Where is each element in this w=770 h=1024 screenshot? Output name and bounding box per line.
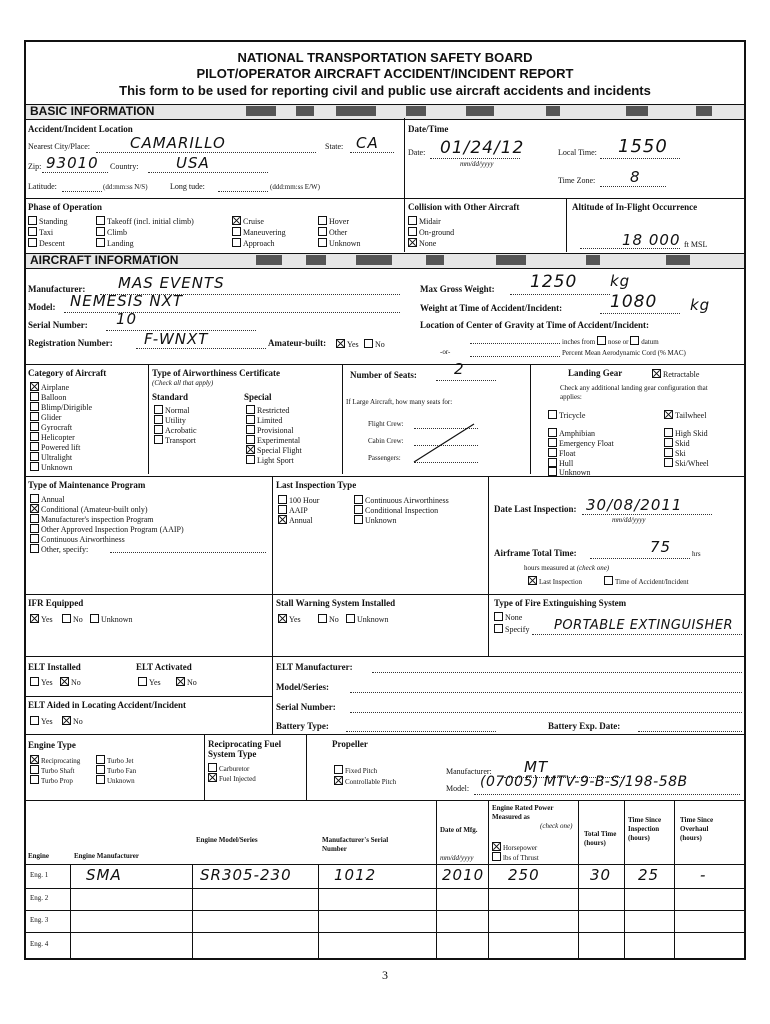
maint-other[interactable]: Other, specify:	[30, 544, 88, 554]
category-glider[interactable]: Glider	[30, 412, 61, 422]
cert-label: Type of Airworthiness Certificate	[152, 368, 281, 378]
amateur-built-yes[interactable]: Yes	[336, 339, 359, 349]
location-label: Accident/Incident Location	[28, 124, 133, 134]
prop-model-value[interactable]: (07005) MTV-9-B-S/198-58B	[480, 774, 688, 790]
date-last-inspection-label: Date Last Inspection:	[494, 504, 577, 514]
model-value[interactable]: NEMESIS NXT	[70, 292, 184, 310]
stall-yes[interactable]: Yes	[278, 614, 301, 624]
gear-tricycle[interactable]: Tricycle	[548, 410, 585, 420]
last-insp-unknown[interactable]: Unknown	[354, 515, 397, 525]
engine-1-power[interactable]: 250	[508, 866, 540, 884]
aircraft-info-band	[26, 253, 744, 269]
weight-at-accident-unit: kg	[690, 296, 711, 314]
category-helicopter[interactable]: Helicopter	[30, 432, 75, 442]
elt-aided-no[interactable]: No	[62, 716, 83, 726]
category-gyrocraft[interactable]: Gyrocraft	[30, 422, 72, 432]
engine-1-date[interactable]: 2010	[442, 866, 485, 884]
latitude-label: Latitude:	[28, 182, 57, 191]
form-title-line2: PILOT/OPERATOR AIRCRAFT ACCIDENT/INCIDENT REPORT	[196, 66, 574, 81]
phase-hover[interactable]: Hover	[318, 216, 349, 226]
engine-1-serial[interactable]: 1012	[334, 866, 377, 884]
state-label: State:	[325, 142, 344, 151]
gear-hull[interactable]: Hull	[548, 458, 573, 468]
engine-turbo-fan[interactable]: Turbo Fan	[96, 765, 136, 775]
power-lbs-thrust[interactable]: lbs of Thrust	[492, 852, 539, 862]
fire-specify[interactable]: Specify	[494, 624, 529, 634]
time-zone-value[interactable]: 8	[630, 168, 641, 186]
prop-manufacturer-value[interactable]: MT	[524, 758, 549, 776]
special-limited[interactable]: Limited	[246, 415, 282, 425]
registration-value[interactable]: F-WNXT	[144, 330, 209, 348]
fuel-carburetor[interactable]: Carburetor	[208, 763, 249, 773]
gear-ski-wheel[interactable]: Ski/Wheel	[664, 458, 709, 468]
special-restricted[interactable]: Restricted	[246, 405, 289, 415]
seats-value[interactable]: 2	[454, 360, 465, 378]
longitude-label: Long tude:	[170, 182, 205, 191]
fire-ext-value[interactable]: PORTABLE EXTINGUISHER	[554, 618, 734, 633]
category-balloon[interactable]: Balloon	[30, 392, 66, 402]
amateur-built-no[interactable]: No	[364, 339, 385, 349]
city-label: Nearest City/Place:	[28, 142, 90, 151]
elt-installed-yes[interactable]: Yes	[30, 677, 53, 687]
engine-turbo-jet[interactable]: Turbo Jet	[96, 755, 133, 765]
altitude-label: Altitude of In-Flight Occurrence	[572, 202, 698, 212]
phase-unknown[interactable]: Unknown	[318, 238, 361, 248]
fuel-injected[interactable]: Fuel Injected	[208, 773, 256, 783]
gear-tailwheel[interactable]: Tailwheel	[664, 410, 706, 420]
engine-1-model[interactable]: SR305-230	[200, 866, 292, 884]
aircraft-info-heading: AIRCRAFT INFORMATION	[30, 253, 179, 267]
cg-label: Location of Center of Gravity at Time of Accident/Incident:	[420, 320, 649, 330]
ifr-yes[interactable]: Yes	[30, 614, 53, 624]
maint-manufacturer[interactable]: Manufacturer's inspection Program	[30, 514, 154, 524]
collision-none[interactable]: None	[408, 238, 436, 248]
ifr-equipped-label: IFR Equipped	[28, 598, 84, 608]
maint-annual[interactable]: Annual	[30, 494, 65, 504]
serial-value[interactable]: 10	[116, 310, 138, 328]
weight-at-accident-label: Weight at Time of Accident/Incident:	[420, 303, 563, 313]
form-title-line3: This form to be used for reporting civil and public use aircraft accidents and incidents	[119, 83, 651, 98]
collision-label: Collision with Other Aircraft	[408, 202, 520, 212]
standard-utility[interactable]: Utility	[154, 415, 186, 425]
local-time-value[interactable]: 1550	[618, 136, 668, 157]
page-number: 3	[382, 968, 388, 982]
last-insp-100hr[interactable]: 100 Hour	[278, 495, 319, 505]
landing-gear-label: Landing Gear	[568, 368, 623, 378]
engine-1-since-overhaul[interactable]: -	[700, 866, 707, 884]
fuel-system-label: Reciprocating Fuel System Type	[208, 739, 282, 759]
last-insp-conditional[interactable]: Conditional Inspection	[354, 505, 438, 515]
phase-descent[interactable]: Descent	[28, 238, 65, 248]
seats-label: Number of Seats:	[350, 370, 417, 380]
country-value[interactable]: USA	[176, 154, 210, 172]
elt-aided-label: ELT Aided in Locating Accident/Incident	[28, 700, 187, 710]
engine-row-1-label: Eng. 1	[30, 871, 49, 879]
prop-controllable[interactable]: Controllable Pitch	[334, 776, 396, 786]
measured-time-of-accident[interactable]: Time of Accident/Incident	[604, 576, 689, 586]
phase-climb[interactable]: Climb	[96, 227, 127, 237]
collision-on-ground[interactable]: On-ground	[408, 227, 454, 237]
gear-high-skid[interactable]: High Skid	[664, 428, 708, 438]
engine-unknown[interactable]: Unknown	[96, 775, 135, 785]
phase-takeoff[interactable]: Takeoff (incl. initial climb)	[96, 216, 194, 226]
fire-ext-label: Type of Fire Extinguishing System	[494, 598, 627, 608]
gear-retractable[interactable]: Retractable	[652, 369, 699, 379]
elt-battery-label: Battery Type:	[276, 721, 329, 731]
gear-skid[interactable]: Skid	[664, 438, 690, 448]
manufacturer-label: Manufacturer:	[28, 284, 86, 294]
elt-activated-yes[interactable]: Yes	[138, 677, 161, 687]
engine-row-4-label: Eng. 4	[30, 940, 49, 948]
maint-continuous[interactable]: Continuous Airworthiness	[30, 534, 125, 544]
stall-no[interactable]: No	[318, 614, 339, 624]
phase-label: Phase of Operation	[28, 202, 102, 212]
date-last-inspection-value[interactable]: 30/08/2011	[586, 496, 683, 514]
engine-1-manufacturer[interactable]: SMA	[86, 866, 122, 884]
special-experimental[interactable]: Experimental	[246, 435, 300, 445]
fire-none[interactable]: None	[494, 612, 522, 622]
category-unknown[interactable]: Unknown	[30, 462, 73, 472]
phase-maneuvering[interactable]: Maneuvering	[232, 227, 286, 237]
last-insp-continuous[interactable]: Continuous Airworthiness	[354, 495, 449, 505]
category-airplane[interactable]: Airplane	[30, 382, 69, 392]
gear-unknown[interactable]: Unknown	[548, 467, 591, 477]
gear-float[interactable]: Float	[548, 448, 575, 458]
phase-standing[interactable]: Standing	[28, 216, 67, 226]
airframe-time-label: Airframe Total Time:	[494, 548, 577, 558]
last-inspection-type-label: Last Inspection Type	[276, 480, 357, 490]
max-gross-weight-unit: kg	[610, 272, 631, 290]
country-label: Country:	[110, 162, 139, 171]
category-blimp[interactable]: Blimp/Dirigible	[30, 402, 92, 412]
zip-label: Zip:	[28, 162, 42, 171]
local-time-label: Local Time:	[558, 148, 597, 157]
zip-value[interactable]: 93010	[46, 154, 99, 172]
max-gross-weight-label: Max Gross Weight:	[420, 284, 495, 294]
elt-activated-label: ELT Activated	[136, 662, 192, 672]
engine-turbo-prop[interactable]: Turbo Prop	[30, 775, 73, 785]
engine-1-since-inspection[interactable]: 25	[638, 866, 660, 884]
engine-type-label: Engine Type	[28, 740, 76, 750]
gear-emergency-float[interactable]: Emergency Float	[548, 438, 614, 448]
max-gross-weight-value[interactable]: 1250	[530, 272, 578, 292]
special-provisional[interactable]: Provisional	[246, 425, 293, 435]
phase-cruise[interactable]: Cruise	[232, 216, 264, 226]
prop-fixed[interactable]: Fixed Pitch	[334, 765, 377, 775]
basic-info-band	[26, 104, 744, 120]
elt-aided-yes[interactable]: Yes	[30, 716, 53, 726]
prop-model-label: Model:	[446, 784, 470, 793]
date-value[interactable]: 01/24/12	[440, 138, 525, 158]
city-value[interactable]: CAMARILLO	[130, 134, 226, 152]
standard-acrobatic[interactable]: Acrobatic	[154, 425, 197, 435]
last-insp-aaip[interactable]: AAIP	[278, 505, 308, 515]
registration-label: Registration Number:	[28, 338, 113, 348]
form-title-line1: NATIONAL TRANSPORTATION SAFETY BOARD	[237, 50, 533, 65]
basic-info-heading: BASIC INFORMATION	[30, 104, 155, 118]
amateur-built-label: Amateur-built:	[268, 338, 327, 348]
weight-at-accident-value[interactable]: 1080	[610, 292, 658, 312]
engine-turbo-shaft[interactable]: Turbo Shaft	[30, 765, 74, 775]
stall-unknown[interactable]: Unknown	[346, 614, 389, 624]
phase-approach[interactable]: Approach	[232, 238, 275, 248]
elt-serial-label: Serial Number:	[276, 702, 336, 712]
engine-1-total-time[interactable]: 30	[590, 866, 612, 884]
elt-installed-no[interactable]: No	[60, 677, 81, 687]
elt-battery-exp-label: Battery Exp. Date:	[548, 721, 621, 731]
propeller-label: Propeller	[332, 739, 368, 749]
maint-program-label: Type of Maintenance Program	[28, 480, 146, 490]
model-label: Model:	[28, 302, 56, 312]
serial-label: Serial Number:	[28, 320, 88, 330]
measured-last-inspection[interactable]: Last Inspection	[528, 576, 582, 586]
engine-row-2-label: Eng. 2	[30, 894, 49, 902]
engine-reciprocating[interactable]: Reciprocating	[30, 755, 80, 765]
category-label: Category of Aircraft	[28, 368, 107, 378]
gear-ski[interactable]: Ski	[664, 448, 686, 458]
last-insp-annual[interactable]: Annual	[278, 515, 313, 525]
elt-activated-no[interactable]: No	[176, 677, 197, 687]
date-label: Date:	[408, 148, 426, 157]
elt-installed-label: ELT Installed	[28, 662, 81, 672]
standard-transport[interactable]: Transport	[154, 435, 196, 445]
category-ultralight[interactable]: Ultralight	[30, 452, 72, 462]
maint-conditional[interactable]: Conditional (Amateur-built only)	[30, 504, 148, 514]
collision-midair[interactable]: Midair	[408, 216, 441, 226]
prop-manufacturer-label: Manufacturer:	[446, 767, 492, 776]
special-flight[interactable]: Special Flight	[246, 445, 302, 455]
gear-amphibian[interactable]: Amphibian	[548, 428, 595, 438]
altitude-value[interactable]: 18 000	[622, 231, 681, 249]
manufacturer-value[interactable]: MAS EVENTS	[118, 274, 225, 292]
seats-strikethrough	[412, 420, 476, 464]
ifr-unknown[interactable]: Unknown	[90, 614, 133, 624]
ifr-no[interactable]: No	[62, 614, 83, 624]
airframe-time-value[interactable]: 75	[650, 538, 672, 556]
stall-warning-label: Stall Warning System Installed	[276, 598, 396, 608]
state-value[interactable]: CA	[356, 134, 379, 152]
phase-landing[interactable]: Landing	[96, 238, 134, 248]
category-powered-lift[interactable]: Powered lift	[30, 442, 80, 452]
phase-taxi[interactable]: Taxi	[28, 227, 53, 237]
standard-normal[interactable]: Normal	[154, 405, 189, 415]
power-horsepower[interactable]: Horsepower	[492, 842, 537, 852]
engine-row-3-label: Eng. 3	[30, 916, 49, 924]
time-zone-label: Time Zone:	[558, 176, 596, 185]
datetime-label: Date/Time	[408, 124, 449, 134]
maint-aaip[interactable]: Other Approved Inspection Program (AAIP)	[30, 524, 184, 534]
special-light-sport[interactable]: Light Sport	[246, 455, 294, 465]
elt-manufacturer-label: ELT Manufacturer:	[276, 662, 353, 672]
elt-model-label: Model/Series:	[276, 682, 329, 692]
phase-other[interactable]: Other	[318, 227, 347, 237]
